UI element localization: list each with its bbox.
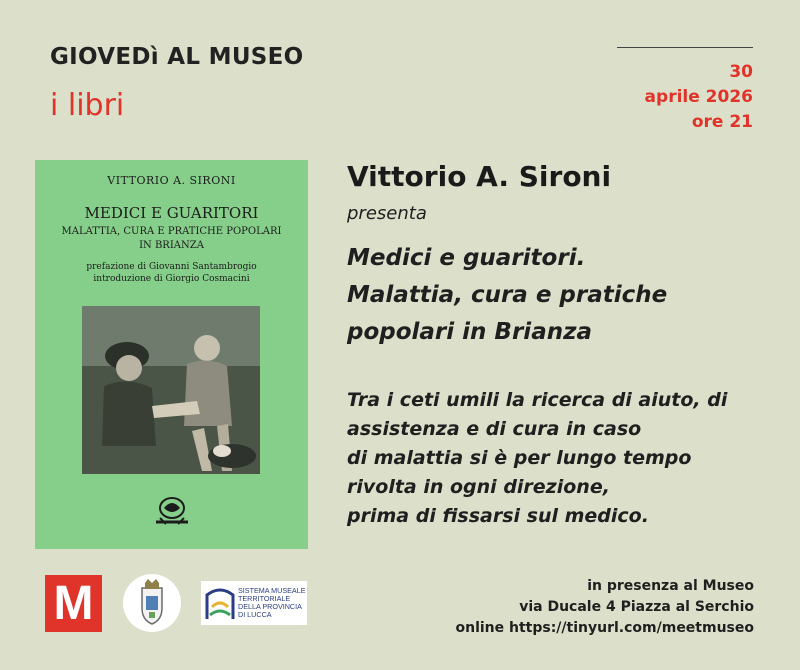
description-line: di malattia si è per lungo tempo [347, 447, 692, 469]
cover-preface: prefazione di Giovanni Santambrogio [86, 262, 257, 272]
attendance-mode: in presenza al Museo [587, 578, 754, 594]
description-line: rivolta in ogni direzione, [347, 476, 610, 498]
museum-system-name [238, 587, 306, 619]
book-description [347, 386, 727, 531]
cover-subtitle [35, 225, 308, 253]
museum-system-line: TERRITORIALE [238, 594, 291, 603]
cover-painting [82, 306, 260, 474]
book-title-line: popolari in Brianza [347, 319, 592, 345]
date-time: ore 21 [691, 112, 753, 132]
cover-title: MEDICI E GUARITORI [84, 204, 259, 222]
presents-label: presenta [347, 203, 427, 224]
cover-author: VITTORIO A. SIRONI [107, 174, 236, 187]
book-title-line: Medici e guaritori. [347, 245, 586, 271]
event-location-info [455, 576, 754, 639]
description-line: Tra i ceti umili la ricerca di aiuto, di [347, 389, 728, 411]
museum-system-line: DELLA PROVINCIA [238, 602, 302, 611]
description-line: prima di fissarsi sul medico. [347, 505, 649, 527]
museum-system-line: DI LUCCA [238, 610, 272, 619]
book-title-line: Malattia, cura e pratiche [347, 282, 668, 308]
cover-subtitle-line: IN BRIANZA [139, 240, 204, 251]
book-title [347, 240, 667, 351]
venue-address: via Ducale 4 Piazza al Serchio [519, 599, 754, 615]
date-month-year: aprile 2026 [644, 87, 753, 107]
cover-introduction: introduzione di Giorgio Cosmacini [93, 274, 250, 284]
publisher-logo-icon [150, 490, 194, 530]
event-series-subtitle: i libri [50, 88, 125, 123]
online-link[interactable]: online https://tinyurl.com/meetmuseo [455, 620, 754, 636]
museum-logo: M [45, 575, 102, 632]
cover-subtitle-line: MALATTIA, CURA E PRATICHE POPOLARI [61, 226, 282, 237]
cover-credits [35, 261, 308, 285]
book-cover [35, 160, 308, 549]
date-day: 30 [729, 62, 753, 82]
date-divider [617, 47, 753, 48]
event-date [645, 60, 753, 135]
description-line: assistenza e di cura in caso [347, 418, 642, 440]
museum-system-emblem-icon [204, 585, 236, 621]
presenter-name: Vittorio A. Sironi [347, 160, 612, 193]
museum-system-line: SISTEMA MUSEALE [238, 586, 306, 595]
municipality-crest-icon [123, 574, 181, 632]
event-series-title: GIOVEDì AL MUSEO [50, 44, 304, 70]
museum-system-logo [201, 581, 307, 625]
